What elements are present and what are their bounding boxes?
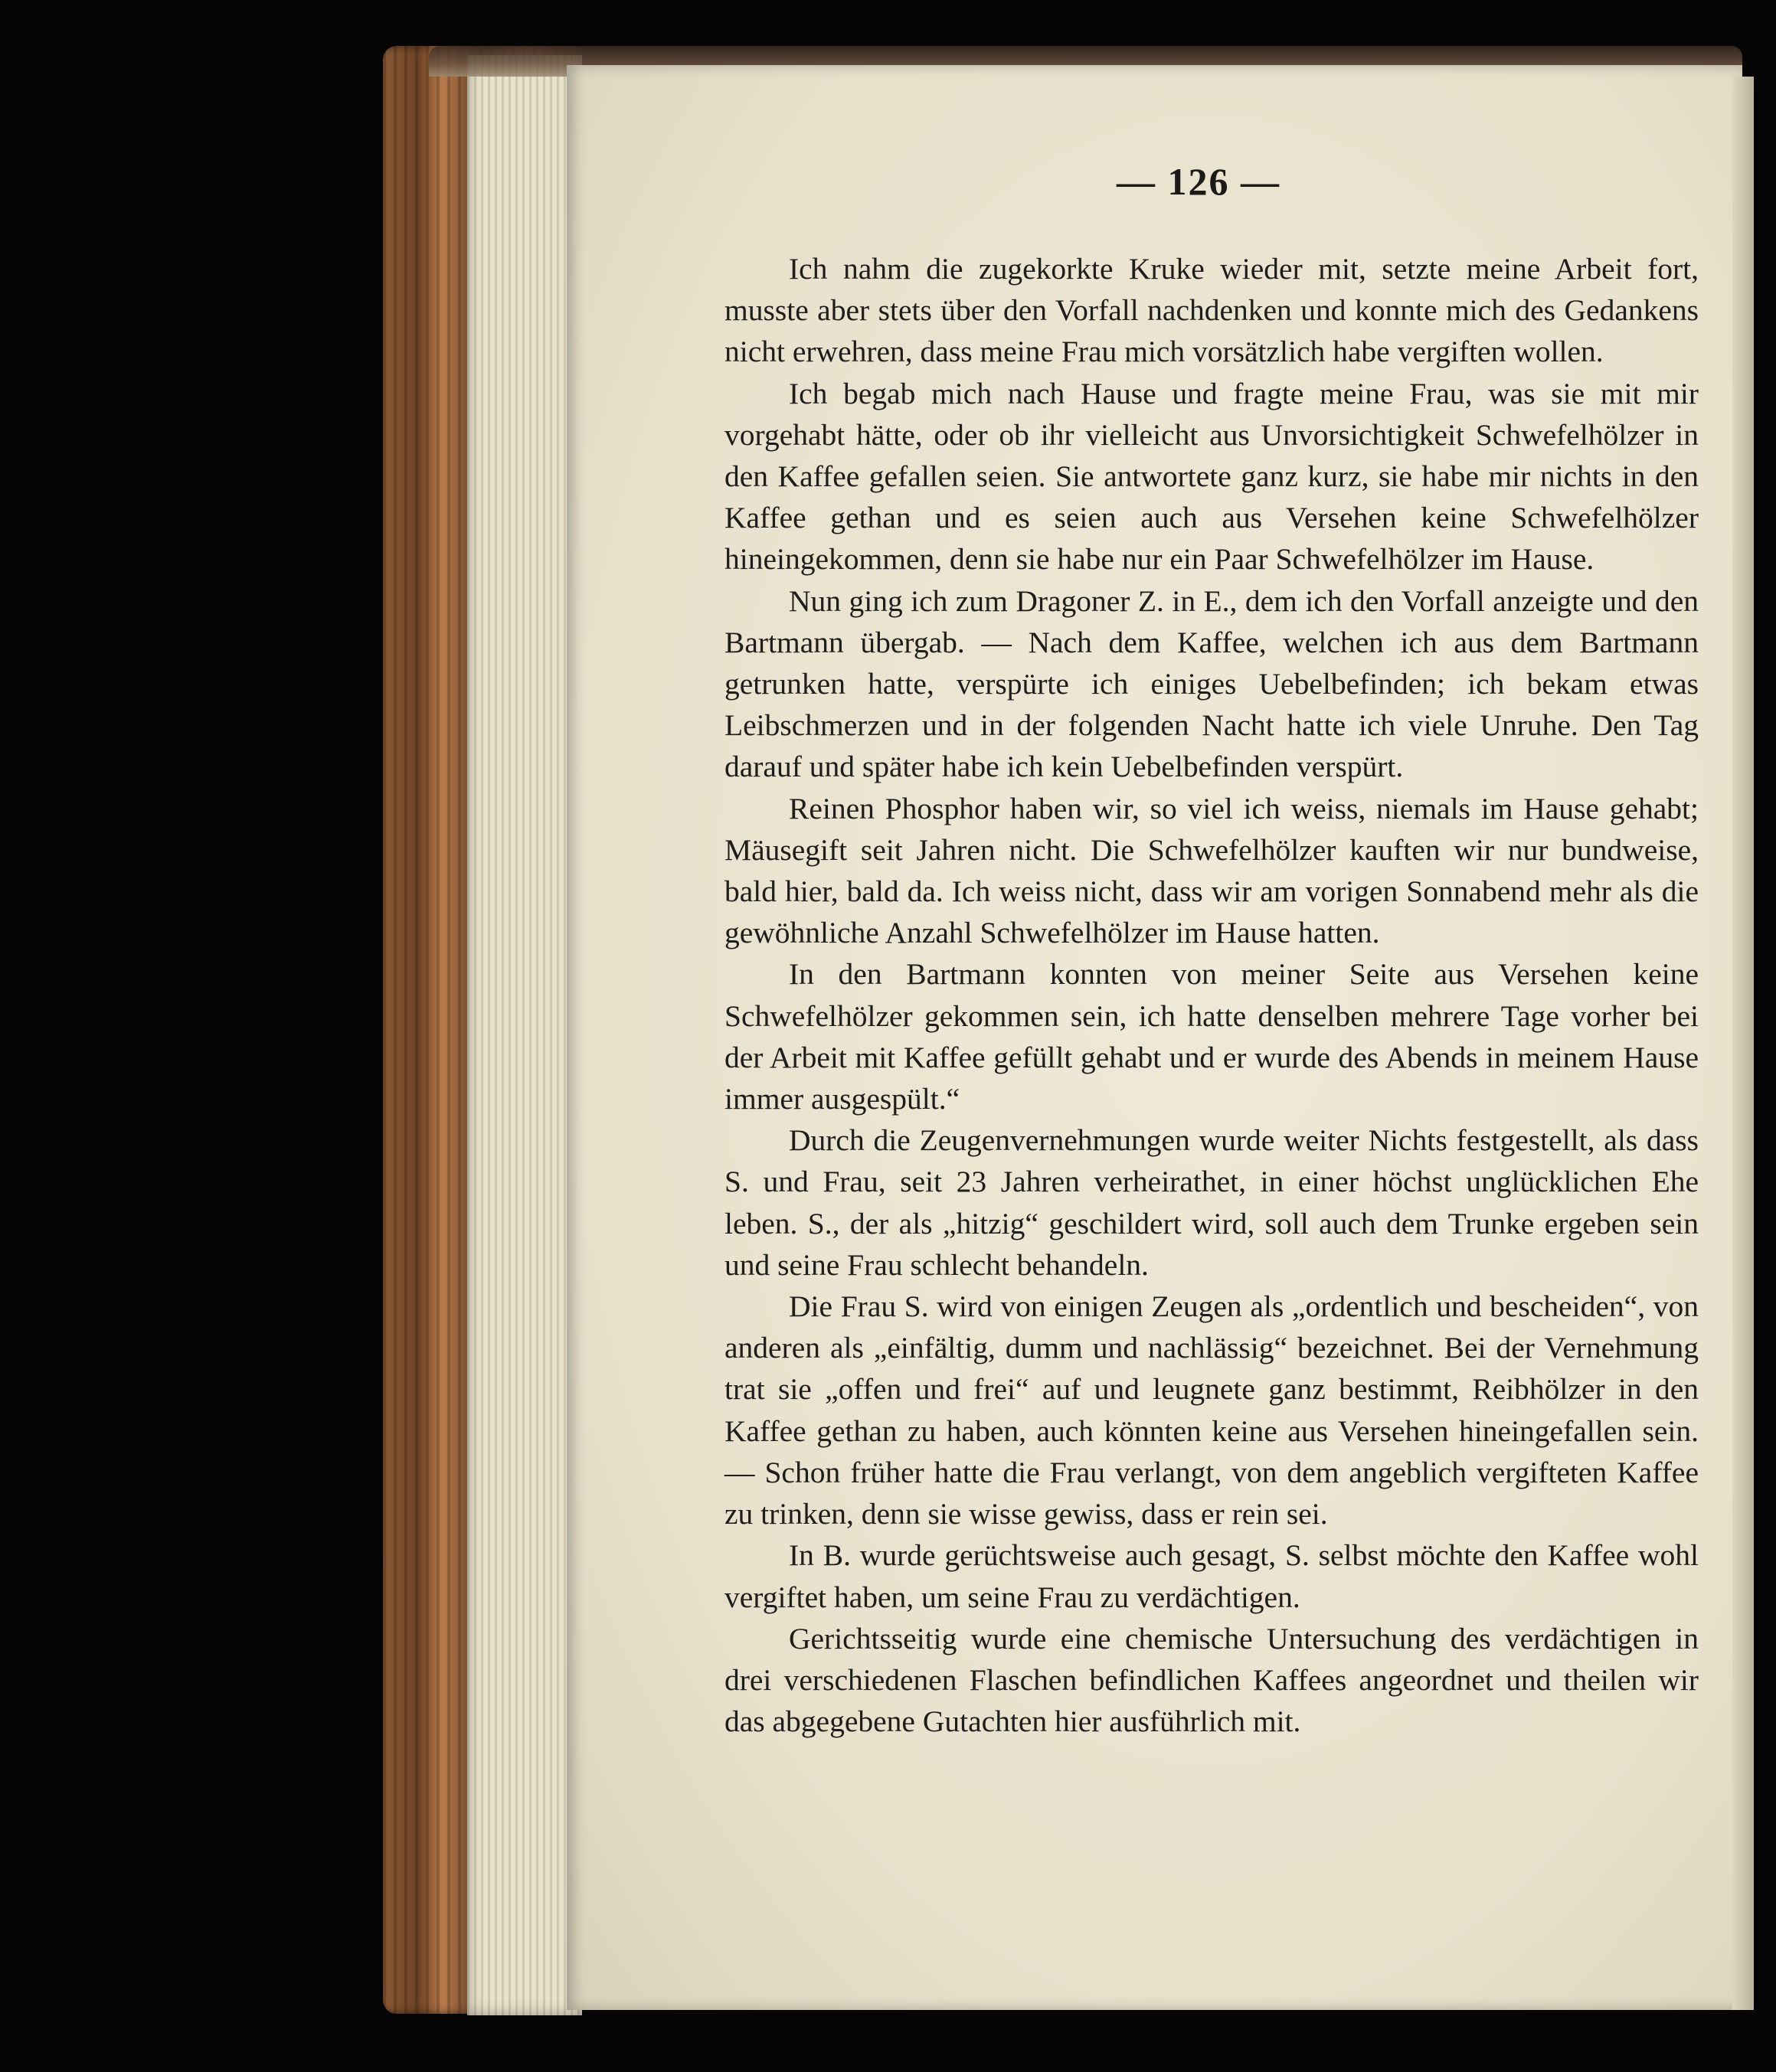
paragraph: Reinen Phosphor haben wir, so viel ich weiss, niemals im Hause gehabt; Mäusegift seit Jahren nicht. Die Schwefelhölzer kauften wir nur bundweise, bald hier, bald da. Ich weiss nicht, dass wir am vorigen Sonnabend mehr als die gewöhnliche Anzahl Schwefelhölzer im Hause hatten. (724, 791, 1699, 950)
page-header (716, 159, 1681, 213)
paragraph: In B. wurde gerüchtsweise auch gesagt, S. selbst möchte den Kaffee wohl vergiftet haben, um seine Frau zu verdächtigen. (724, 1538, 1699, 1614)
paragraph: In den Bartmann konnten von meiner Seite aus Versehen keine Schwefelhölzer gekommen sein, ich hatte denselben mehrere Tage vorher bei der Arbeit mit Kaffee gefüllt gehabt und er wurde des Abends in meinem Hause immer ausgespült.“ (724, 957, 1699, 1116)
paragraph: Durch die Zeugenvernehmungen wurde weiter Nichts festgestellt, als dass S. und Frau, seit 23 Jahren verheirathet, in einer höchst unglücklichen Ehe leben. S., der als „hitzig“ geschildert wird, soll auch dem Trunke ergeben sein und seine Frau schlecht behandeln. (724, 1123, 1699, 1282)
page-number: — 126 — (1117, 160, 1280, 203)
paragraph: Ich begab mich nach Hause und fragte meine Frau, was sie mit mir vorgehabt hätte, oder ob ihr vielleicht aus Unvorsichtigkeit Schwefelhölzer in den Kaffee gefallen seien. Sie antwortete ganz kurz, sie habe mir nichts in den Kaffee gethan und es seien auch aus Versehen keine Schwefelhölzer hineingekommen, denn sie habe nur ein Paar Schwefelhölzer im Hause. (724, 376, 1699, 577)
paragraph: Ich nahm die zugekorkte Kruke wieder mit, setzte meine Arbeit fort, musste aber stets über den Vorfall nachdenken und konnte mich des Gedankens nicht erwehren, dass meine Frau mich vorsätzlich habe vergiften wollen. (724, 252, 1699, 369)
paragraph: Die Frau S. wird von einigen Zeugen als „ordentlich und bescheiden“, von anderen als „einfältig, dumm und nachlässig“ bezeichnet. Bei der Vernehmung trat sie „offen und frei“ auf und leugnete ganz bestimmt, Reibhölzer in den Kaffee gethan zu haben, auch könnten keine aus Versehen hineingefallen sein. — Schon früher hatte die Frau verlangt, von dem angeblich vergifteten Kaffee zu trinken, denn sie wisse gewiss, dass er rein sei. (724, 1289, 1699, 1531)
page-stack (467, 55, 582, 2015)
page-body (724, 248, 1699, 1742)
page-right-edge (1732, 77, 1754, 2010)
paragraph: Nun ging ich zum Dragoner Z. in E., dem ich den Vorfall anzeigte und den Bartmann übergab. — Nach dem Kaffee, welchen ich aus dem Bartmann getrunken hatte, verspürte ich einiges Uebelbefinden; ich bekam etwas Leibschmerzen und in der folgenden Nacht hatte ich viele Unruhe. Den Tag darauf und später habe ich kein Uebelbefinden verspürt. (724, 583, 1699, 784)
paragraph: Gerichtsseitig wurde eine chemische Untersuchung des verdächtigen in drei verschiedenen Flaschen befindlichen Kaffees angeordnet und theilen wir das abgegebene Gutachten hier ausführlich mit. (724, 1621, 1699, 1739)
